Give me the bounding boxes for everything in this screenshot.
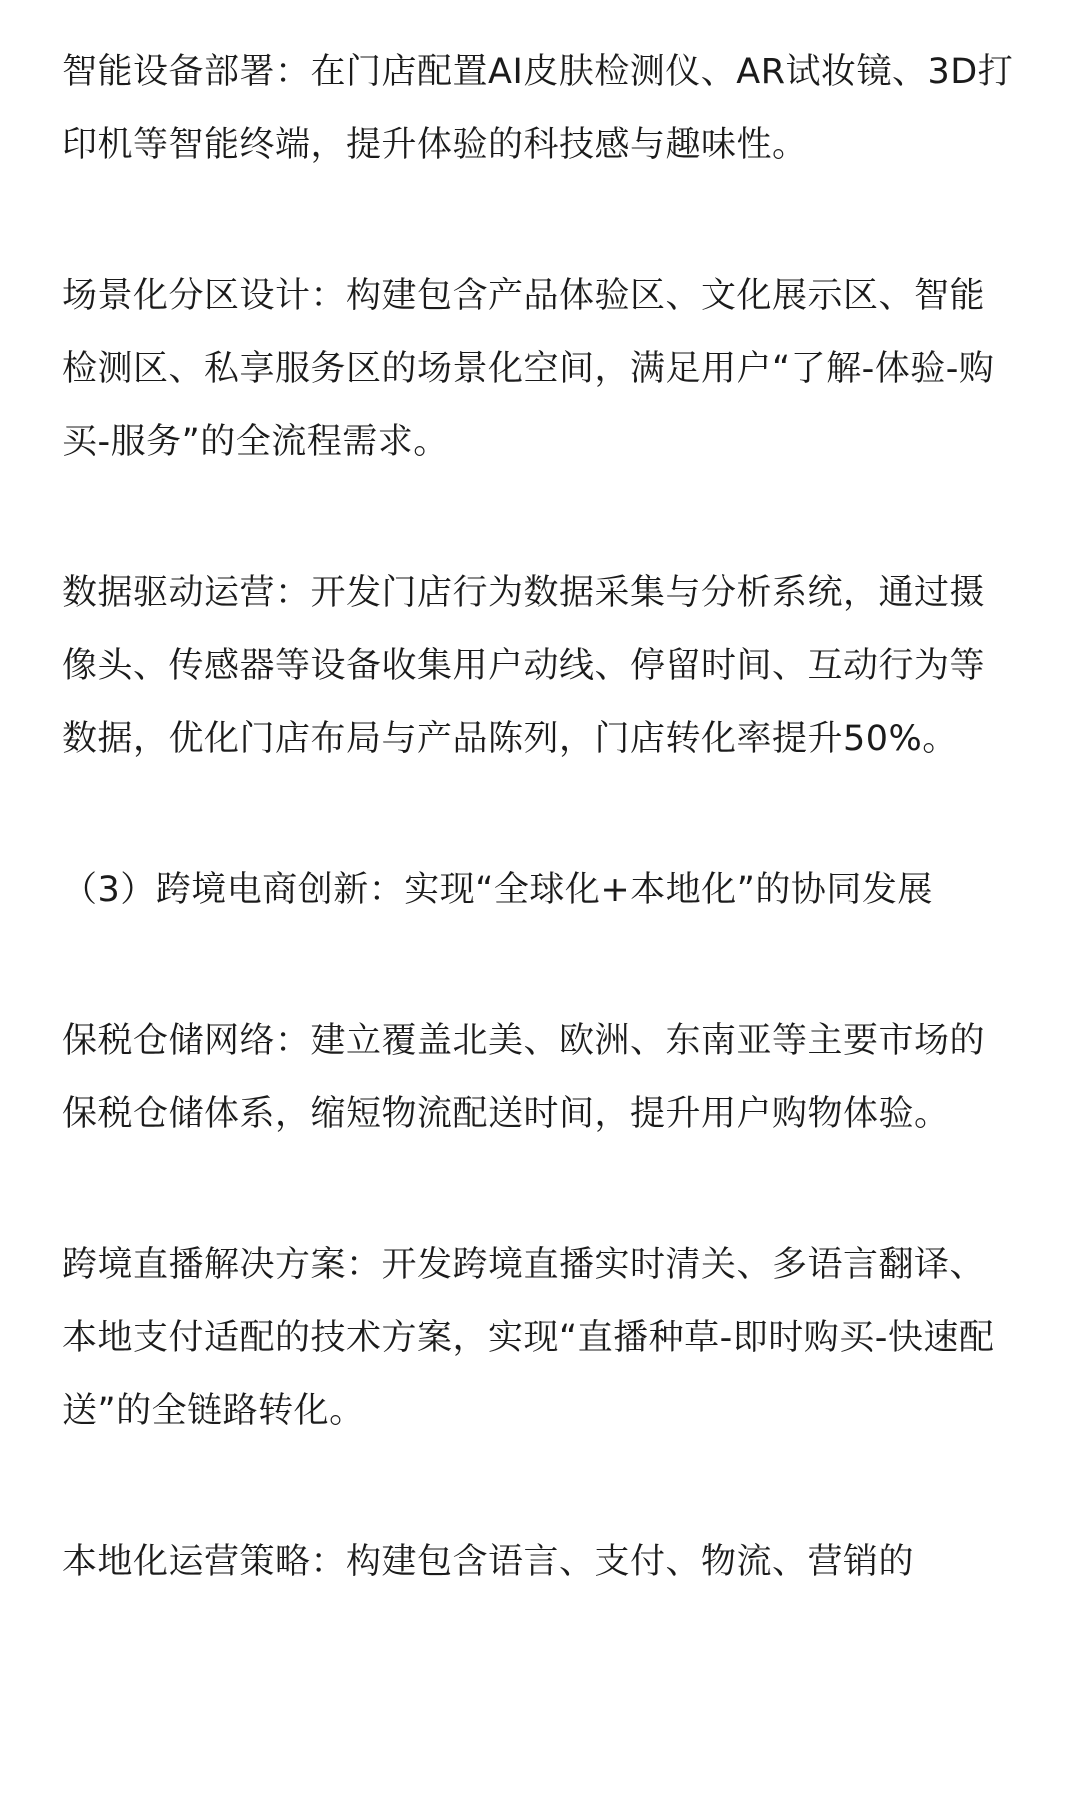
paragraph-localization: 本地化运营策略：构建包含语言、支付、物流、营销的 [62,1542,915,1582]
paragraph-bonded-warehouse: 保税仓储网络：建立覆盖北美、欧洲、东南亚等主要市场的保税仓储体系，缩短物流配送时间，提升用户购物体验。 [62,1021,986,1134]
paragraph-data-operations: 数据驱动运营：开发门店行为数据采集与分析系统，通过摄像头、传感器等设备收集用户动线、停留时间、互动行为等数据，优化门店布局与产品陈列，门店转化率提升50%。 [62,573,986,759]
paragraph-live-commerce: 跨境直播解决方案：开发跨境直播实时清关、多语言翻译、本地支付适配的技术方案，实现“直播种草-即时购买-快速配送”的全链路转化。 [62,1245,995,1431]
paragraph-smart-devices: 智能设备部署：在门店配置AI皮肤检测仪、AR试妆镜、3D打印机等智能终端，提升体验的科技感与趣味性。 [62,52,1014,165]
section-heading: （3）跨境电商创新：实现“全球化+本地化”的协同发展 [62,870,933,910]
paragraph-scene-zones: 场景化分区设计：构建包含产品体验区、文化展示区、智能检测区、私享服务区的场景化空间，满足用户“了解-体验-购买-服务”的全流程需求。 [62,276,995,462]
